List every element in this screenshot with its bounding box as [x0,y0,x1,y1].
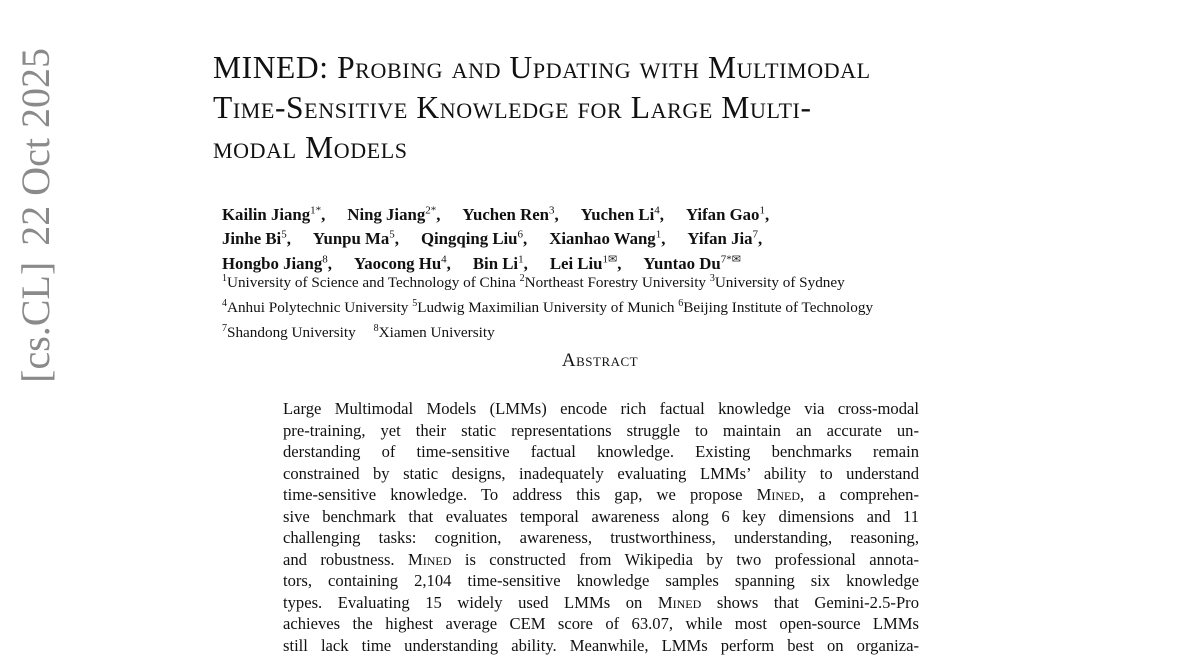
author-name: Lei Liu [550,254,603,273]
author-name: Yuchen Ren [462,205,549,224]
arxiv-sidebar-stamp [6,330,66,648]
author-affiliation-mark: 1 [759,204,765,216]
affiliation-name: Shandong University [227,324,356,341]
author-name: Yifan Gao [686,205,760,224]
author-affiliation-mark: 1* [310,204,321,216]
author-name: Yaocong Hu [354,254,441,273]
affiliation-line [222,318,1022,343]
author: Yaocong Hu$^4$, [354,254,451,273]
arxiv-identifier: [cs.CL]22 Oct 2025 [6,48,66,648]
abstract-line: pre-training, yet their static representations struggle to maintain an accurate un- [283,420,919,442]
abstract-line: derstanding of time-sensitive factual knowledge. Existing benchmarks remain [283,441,919,463]
affiliation-mark: 5 [412,298,417,309]
author-affiliation-mark: 3 [549,204,555,216]
abstract-line: achieves the highest average CEM score of 63.07, while most open-source LMMs [283,613,919,635]
abstract-body [283,398,919,656]
benchmark-name: Mined [408,550,451,569]
affiliation-mark: 4 [222,298,227,309]
author: Yifan Gao$^1$, [686,205,769,224]
author-affiliation-mark: 6 [518,229,524,241]
affiliation-name: University of Sydney [715,274,845,291]
author-row [222,225,1002,250]
abstract-line: still lack time understanding ability. Meanwhile, LMMs perform best on organiza- [283,635,919,656]
author-name: Yuntao Du [643,254,720,273]
author-affiliation-mark: 2* [425,204,436,216]
author-name: Yuchen Li [581,205,655,224]
arxiv-date: 22 Oct 2025 [13,48,58,246]
abstract-line: sive benchmark that evaluates temporal awareness along 6 key dimensions and 11 [283,506,919,528]
abstract-heading: Abstract [0,350,1200,372]
affiliation-name: Xiamen University [379,324,495,341]
abstract-line: constrained by static designs, inadequately evaluating LMMs’ ability to understand [283,463,919,485]
paper-title [213,48,1013,168]
author-name: Qingqing Liu [421,229,518,248]
author: Ning Jiang$^{2*}$, [347,205,440,224]
title-line: MINED: Probing and Updating with Multimodal [213,48,1013,88]
arxiv-category: cs.CL [13,275,58,369]
author-name: Yunpu Ma [313,229,389,248]
author: Yunpu Ma$^5$, [313,229,399,248]
author-affiliation-mark: 1✉ [603,253,618,265]
author: Lei Liu$^{1✉}$, [550,254,622,273]
author-affiliation-mark: 1 [656,229,662,241]
affiliation-mark: 3 [710,273,715,284]
author-affiliation-mark: 5 [281,229,287,241]
author-name: Jinhe Bi [222,229,281,248]
affiliation-mark: 7 [222,323,227,334]
author-affiliation-mark: 7*✉ [721,253,741,265]
author-affiliation-mark: 4 [441,253,447,265]
author-affiliation-mark: 5 [389,229,395,241]
author: Kailin Jiang$^{1*}$, [222,205,325,224]
affiliation-name: Anhui Polytechnic University [227,299,408,316]
abstract-line: time-sensitive knowledge. To address this gap, we propose Mined, a comprehen- [283,484,919,506]
author: Xianhao Wang$^1$, [549,229,665,248]
abstract-line: types. Evaluating 15 widely used LMMs on Mined shows that Gemini-2.5-Pro [283,592,919,614]
affiliation-name: Northeast Forestry University [525,274,706,291]
author-name: Ning Jiang [347,205,425,224]
benchmark-name: Mined [757,485,800,504]
author: Qingqing Liu$^6$, [421,229,527,248]
author-name: Yifan Jia [687,229,752,248]
abstract-line: Large Multimodal Models (LMMs) encode rich factual knowledge via cross-modal [283,398,919,420]
affiliation-mark: 6 [678,298,683,309]
abstract-line: tors, containing 2,104 time-sensitive knowledge samples spanning six knowledge [283,570,919,592]
abstract-line: challenging tasks: cognition, awareness, trustworthiness, understanding, reasoning, [283,527,919,549]
affiliation-line [222,268,1022,293]
title-line: modal Models [213,128,1013,168]
affiliation-mark: 8 [374,323,379,334]
author-name: Bin Li [473,254,518,273]
author: Yuchen Ren$^3$, [462,205,558,224]
author-name: Xianhao Wang [549,229,655,248]
abstract-line: and robustness. Mined is constructed from Wikipedia by two professional annota- [283,549,919,571]
author-affiliation-mark: 4 [654,204,660,216]
affiliation-line [222,293,1022,318]
author: Yuchen Li$^4$, [581,205,664,224]
affiliation-mark: 2 [520,273,525,284]
author-affiliation-mark: 1 [518,253,524,265]
author-row [222,200,1002,225]
benchmark-name: Mined [658,593,701,612]
affiliation-list [222,268,1022,343]
author: Yifan Jia$^7$, [687,229,762,248]
affiliation-name: University of Science and Technology of China [227,274,516,291]
author: Jinhe Bi$^5$, [222,229,291,248]
author-affiliation-mark: 7 [753,229,759,241]
author: Hongbo Jiang$^8$, [222,254,332,273]
author-name: Kailin Jiang [222,205,310,224]
author-affiliation-mark: 8 [322,253,328,265]
affiliation-name: Ludwig Maximilian University of Munich [417,299,674,316]
title-line: Time-Sensitive Knowledge for Large Multi- [213,88,1013,128]
author: Bin Li$^1$, [473,254,528,273]
affiliation-name: Beijing Institute of Technology [683,299,873,316]
affiliation-mark: 1 [222,273,227,284]
author-name: Hongbo Jiang [222,254,322,273]
author-list [222,200,1002,274]
